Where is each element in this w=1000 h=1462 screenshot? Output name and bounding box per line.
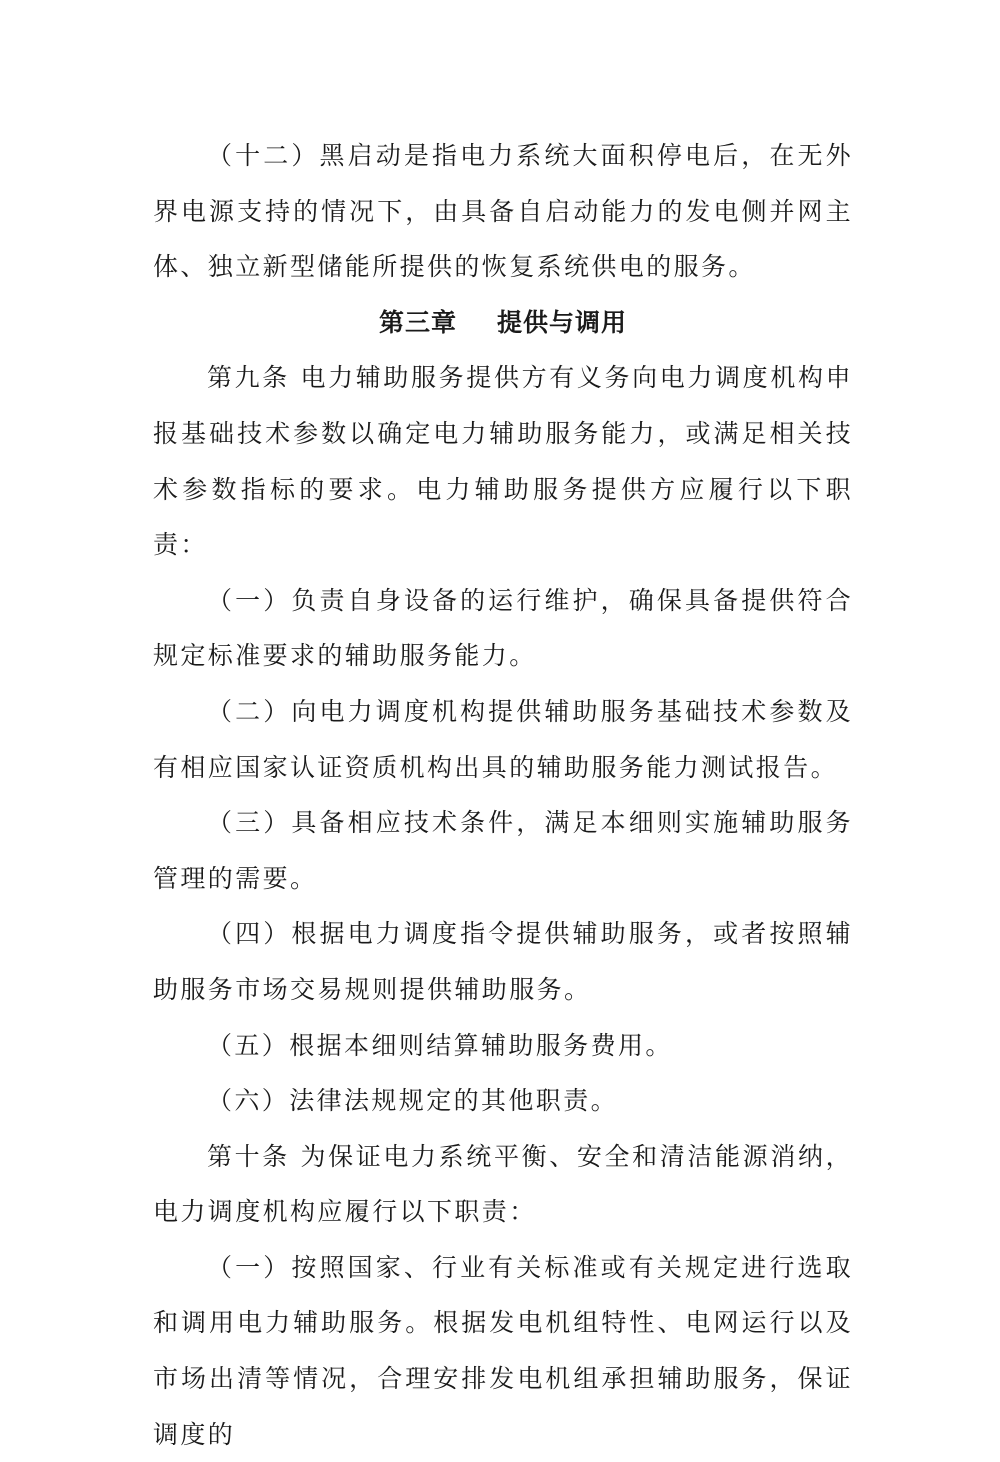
article-9-item-4: （四）根据电力调度指令提供辅助服务，或者按照辅助服务市场交易规则提供辅助服务。	[153, 919, 853, 1004]
chapter-title: 提供与调用	[497, 307, 628, 337]
paragraph-black-start: （十二）黑启动是指电力系统大面积停电后，在无外界电源支持的情况下，由具备自启动能力的发电侧并网主体、独立新型储能所提供的恢复系统供电的服务。	[153, 141, 853, 282]
article-9-item-3: （三）具备相应技术条件，满足本细则实施辅助服务管理的需要。	[153, 808, 853, 893]
article-9-item-6: （六）法律法规规定的其他职责。	[207, 1086, 619, 1116]
chapter-heading	[153, 295, 853, 351]
article-9-item-2: （二）向电力调度机构提供辅助服务基础技术参数及有相应国家认证资质机构出具的辅助服务能力测试报告。	[153, 696, 853, 782]
document-body	[153, 128, 853, 1462]
chapter-number: 第三章	[378, 307, 457, 337]
article-9-item-1: （一）负责自身设备的运行维护，确保具备提供符合规定标准要求的辅助服务能力。	[153, 585, 853, 671]
article-9-item-5: （五）根据本细则结算辅助服务费用。	[207, 1030, 673, 1060]
article-10-item-1: （一）按照国家、行业有关标准或有关规定进行选取和调用电力辅助服务。根据发电机组特性、电网运行以及市场出清等情况，合理安排发电机组承担辅助服务，保证调度的	[153, 1252, 853, 1449]
article-9: 第九条 电力辅助服务提供方有义务向电力调度机构申报基础技术参数以确定电力辅助服务能力，或满足相关技术参数指标的要求。电力辅助服务提供方应履行以下职责：	[153, 363, 853, 560]
article-10: 第十条 为保证电力系统平衡、安全和清洁能源消纳，电力调度机构应履行以下职责：	[153, 1141, 853, 1227]
